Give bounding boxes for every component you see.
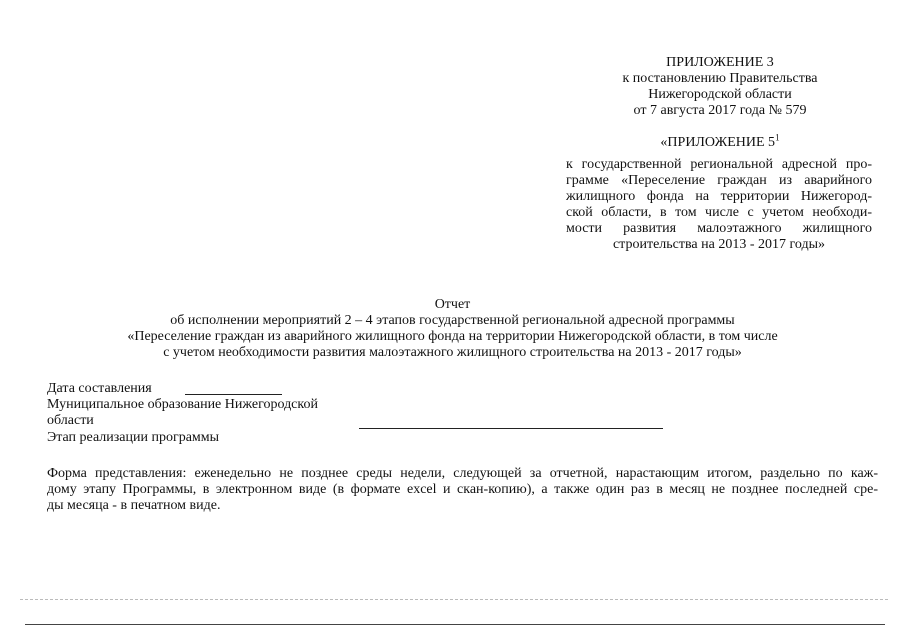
report-line-2: «Переселение граждан из аварийного жилищного фонда на территории Нижегородской области, в том числе	[127, 329, 778, 344]
form-note-line-2: дому этапу Программы, в электронном виде (в формате excel и скан-копию), а также один раз в месяц не позднее последней сре-	[47, 482, 878, 497]
date-label: Дата составления	[47, 381, 152, 396]
appendix5-line-5: мости развития малоэтажного жилищного	[566, 221, 872, 236]
appendix5-line-4: ской области, в том числе с учетом необходи-	[566, 205, 872, 220]
form-note-line-3: ды месяца - в печатном виде.	[47, 498, 221, 513]
date-field-underline	[185, 394, 282, 395]
appendix5-line-3: жилищного фонда на территории Нижегород-	[566, 189, 872, 204]
appendix-title: ПРИЛОЖЕНИЕ 3	[666, 55, 774, 70]
appendix5-title	[600, 132, 840, 151]
appendix5-line-6: строительства на 2013 - 2017 годы»	[612, 237, 826, 252]
scan-bottom-line	[25, 624, 885, 625]
appendix5-title-sup: 1	[775, 132, 780, 143]
form-note	[47, 466, 878, 514]
municipality-label-2: области	[47, 413, 94, 428]
appendix5-line-1: к государственной региональной адресной про-	[566, 157, 872, 172]
municipality-label-1: Муниципальное образование Нижегородской	[47, 397, 318, 412]
report-line-1: об исполнении мероприятий 2 – 4 этапов государственной региональной адресной программы	[170, 313, 735, 328]
appendix5-body	[566, 157, 872, 253]
report-title: Отчет	[434, 297, 471, 312]
scan-dotted-line	[20, 599, 888, 600]
appendix5-title-text: «ПРИЛОЖЕНИЕ 5	[660, 135, 776, 150]
appendix-line-3: от 7 августа 2017 года № 579	[633, 103, 807, 118]
stage-label: Этап реализации программы	[47, 430, 220, 445]
appendix-line-2: Нижегородской области	[648, 87, 792, 102]
municipality-field-underline	[359, 428, 663, 429]
report-line-3: с учетом необходимости развития малоэтажного жилищного строительства на 2013 - 2017 годы»	[163, 345, 742, 360]
appendix5-line-2: грамме «Переселение граждан из аварийного	[566, 173, 872, 188]
form-note-line-1: Форма представления: еженедельно не позднее среды недели, следующей за отчетной, нарастающим итогом, раздельно по каж-	[47, 466, 878, 481]
appendix-line-1: к постановлению Правительства	[622, 71, 818, 86]
